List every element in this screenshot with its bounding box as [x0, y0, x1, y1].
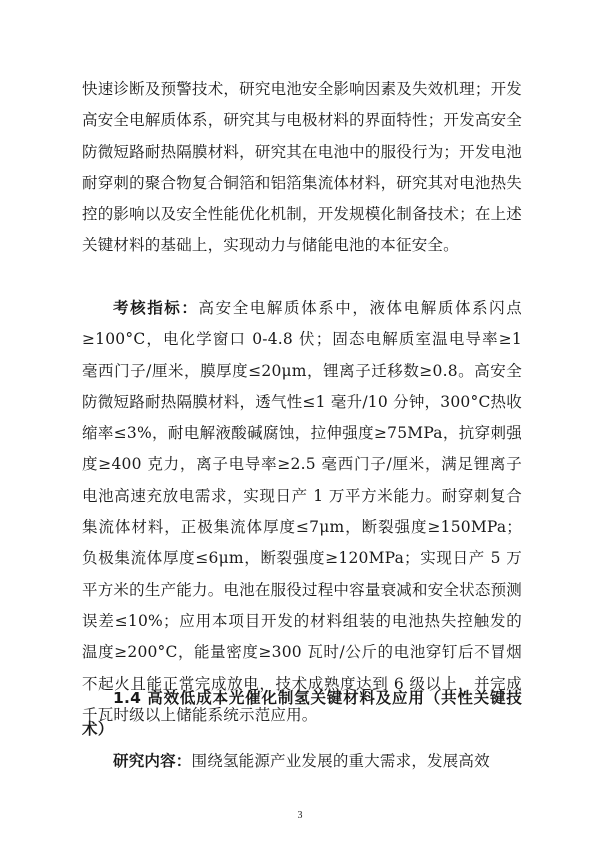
page-number: 3 — [297, 810, 303, 821]
assessment-label: 考核指标： — [113, 299, 199, 317]
section-heading-1-4: 1.4 高效低成本光催化制氢关键材料及应用（共性关键技术） — [82, 689, 522, 739]
paragraph-assessment-indicators — [82, 293, 522, 731]
paragraph-text: 快速诊断及预警技术，研究电池安全影响因素及失效机理；开发高安全电解质体系，研究其与电极材料的界面特性；开发高安全防微短路耐热隔膜材料，研究其在电池中的服役行为；开发电池耐穿刺的聚合物复合铜箔和铝箔集流体材料，研究其对电池热失控的影响以及安全性能优化机制，开发规模化制备技术；在上述关键材料的基础上，实现动力与储能电池的本征安全。 — [82, 80, 522, 255]
research-content-label: 研究内容： — [113, 752, 192, 770]
research-content-text: 围绕氢能源产业发展的重大需求，发展高效 — [191, 752, 490, 770]
paragraph-research-content-continued — [82, 74, 522, 262]
paragraph-research-content — [82, 746, 522, 777]
assessment-text: 高安全电解质体系中，液体电解质体系闪点≥100°C，电化学窗口 0-4.8 伏；固态电解质室温电导率≥1 毫西门子/厘米，膜厚度≤20μm，锂离子迁移数≥0.8。高安全防微短路耐热隔膜材料，透气性≤1 毫升/10 分钟，300°C热收缩率≤3%，耐电解液酸碱腐蚀，拉伸强度≥75MPa，抗穿刺强度≥400 克力，离子电导率≥2.5 毫西门子/厘米，满足锂离子电池高速充放电需求，实现日产 1 万平方米能力。耐穿刺复合集流体材料，正极集流体厚度≤7μm，断裂强度≥150MPa；负极集流体厚度≤6μm，断裂强度≥120MPa；实现日产 5 万平方米的生产能力。电池在服役过程中容量衰减和安全状态预测误差≤10%；应用本项目开发的材料组装的电池热失控触发的温度≥200°C，能量密度≥300 瓦时/公斤的电池穿钉后不冒烟不起火且能正常完成放电，技术成熟度达到 6 级以上，并完成千瓦时级以上储能系统示范应用。 — [82, 299, 522, 724]
